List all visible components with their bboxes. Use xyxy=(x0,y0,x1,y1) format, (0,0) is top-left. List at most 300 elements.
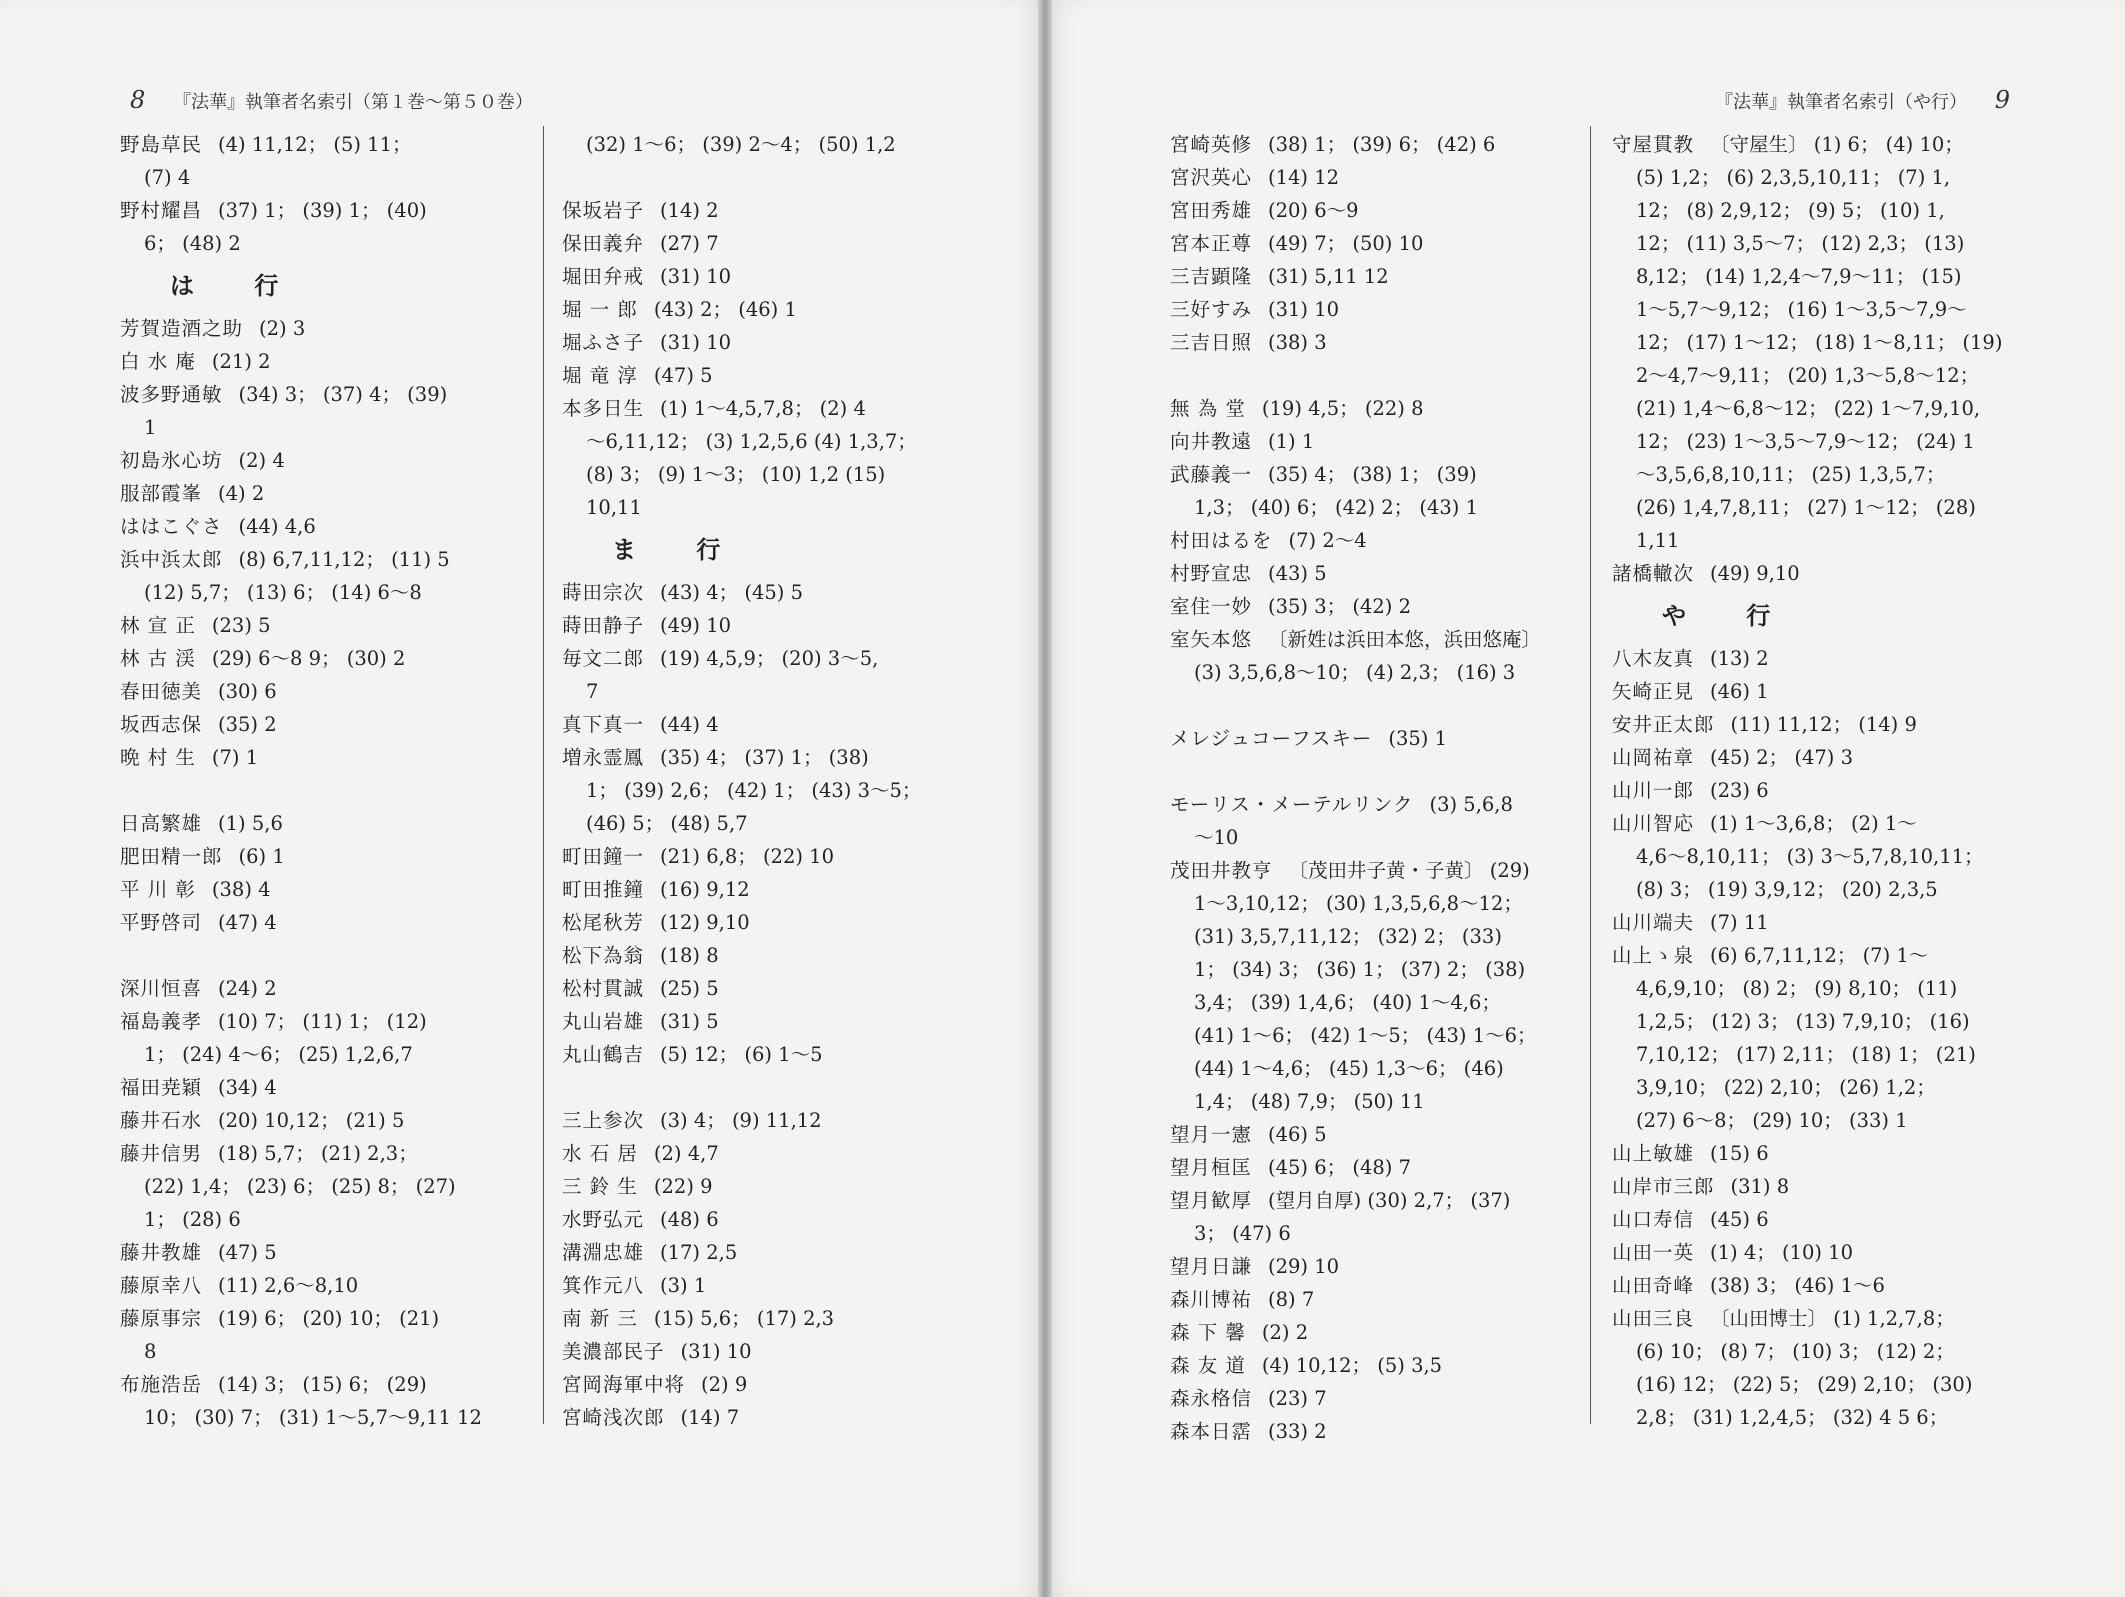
volume-refs: (35) 2 xyxy=(218,713,277,736)
author-name: 水 石 居 xyxy=(562,1142,638,1165)
volume-refs: (19) 4,5； (22) 8 xyxy=(1261,397,1424,420)
index-entry xyxy=(120,1236,540,1269)
index-entry xyxy=(120,1302,540,1368)
author-name: 真下真一 xyxy=(562,713,645,736)
volume-refs: (31) 10 xyxy=(1268,298,1340,321)
volume-refs: (31) 5 xyxy=(660,1010,719,1033)
book-gutter xyxy=(1038,0,1052,1597)
volume-refs: (35) 4； (38) 1； (39) xyxy=(1268,463,1477,486)
author-name: 八木友真 xyxy=(1612,647,1695,670)
author-name: 町田鐘一 xyxy=(562,845,645,868)
index-entry-continuation xyxy=(1612,873,2032,906)
entry-refs-continuation: (44) 1〜4,6； (45) 1,3〜6； (46) xyxy=(1194,1057,1504,1080)
volume-refs-continuation: 〜6,11,12； (3) 1,2,5,6 (4) 1,3,7； xyxy=(586,430,917,453)
index-entry xyxy=(562,1236,982,1269)
volume-refs: (35) 1 xyxy=(1388,727,1448,750)
author-name: 森 下 馨 xyxy=(1170,1321,1246,1344)
index-entry-continuation xyxy=(1170,1019,1590,1052)
volume-refs-continuation: 4,6,9,10； (8) 2； (9) 8,10； (11) xyxy=(1636,977,1958,1000)
index-entry xyxy=(1170,1349,1590,1382)
volume-refs: (1) 1〜4,5,7,8； (2) 4 xyxy=(660,397,866,420)
index-entry xyxy=(120,543,540,609)
entry-refs-continuation: 7,10,12； (17) 2,11； (18) 1； (21) xyxy=(1636,1043,1976,1066)
right-running-title: 『法華』執筆者名索引（や行） xyxy=(1714,92,1967,113)
author-name: 平野啓司 xyxy=(120,911,203,934)
blank-line xyxy=(1170,359,1590,392)
volume-refs: (45) 2； (47) 3 xyxy=(1710,746,1853,769)
author-name: 武藤義一 xyxy=(1170,463,1253,486)
index-entry-continuation xyxy=(120,1203,540,1236)
index-entry xyxy=(562,1269,982,1302)
index-entry xyxy=(120,510,540,543)
author-name: メレジュコーフスキー xyxy=(1170,727,1373,750)
author-name: 宮沢英心 xyxy=(1170,166,1253,189)
volume-refs: (45) 6 xyxy=(1710,1208,1769,1231)
author-name: 宮岡海軍中将 xyxy=(562,1373,686,1396)
volume-refs: (20) 10,12； (21) 5 xyxy=(218,1109,405,1132)
index-entry-continuation xyxy=(1612,425,2032,458)
volume-refs: (1) 1 xyxy=(1268,430,1315,453)
author-name: 晩 村 生 xyxy=(120,746,196,769)
author-name: 箕作元八 xyxy=(562,1274,645,1297)
author-name: 堀ふさ子 xyxy=(562,331,645,354)
author-name: 丸山鶴吉 xyxy=(562,1043,645,1066)
author-name: 藤井教雄 xyxy=(120,1241,203,1264)
author-name: 藤原幸八 xyxy=(120,1274,203,1297)
volume-refs-continuation: (6) 10； (8) 7； (10) 3； (12) 2； xyxy=(1636,1340,1955,1363)
left-running-title: 『法華』執筆者名索引（第１巻〜第５０巻） xyxy=(173,92,534,113)
section-heading: は 行 xyxy=(170,272,305,300)
volume-refs: (14) 3； (15) 6； (29) xyxy=(218,1373,427,1396)
author-name: 望月桓匡 xyxy=(1170,1156,1253,1179)
index-entry xyxy=(1170,260,1590,293)
volume-refs-continuation: (22) 1,4； (23) 6； (25) 8； (27) xyxy=(144,1175,456,1198)
author-name: ははこぐさ xyxy=(120,515,223,538)
volume-refs: (34) 4 xyxy=(218,1076,277,1099)
index-entry xyxy=(1612,708,2032,741)
index-entry xyxy=(1612,1170,2032,1203)
index-entry xyxy=(120,312,540,345)
volume-refs: 〔山田博士〕 (1) 1,2,7,8； xyxy=(1710,1307,1955,1330)
index-entry xyxy=(562,326,982,359)
author-name: 日高繁雄 xyxy=(120,812,203,835)
author-name: 丸山岩雄 xyxy=(562,1010,645,1033)
index-entry xyxy=(1170,1151,1590,1184)
volume-refs: (47) 5 xyxy=(653,364,713,387)
volume-refs-continuation: 8 xyxy=(144,1340,157,1363)
entry-refs-continuation: 3,9,10； (22) 2,10； (26) 1,2； xyxy=(1636,1076,1936,1099)
volume-refs: (4) 10,12； (5) 3,5 xyxy=(1261,1354,1443,1377)
index-entry xyxy=(562,227,982,260)
volume-refs-continuation: 4,6〜8,10,11； (3) 3〜5,7,8,10,11； xyxy=(1636,845,1984,868)
volume-refs: (19) 4,5,9； (20) 3〜5, xyxy=(660,647,879,670)
author-name: 宮崎浅次郎 xyxy=(562,1406,665,1429)
author-name: 林 宣 正 xyxy=(120,614,196,637)
author-name: 林 古 渓 xyxy=(120,647,196,670)
index-entry-continuation xyxy=(1612,1104,2032,1137)
volume-refs: (1) 5,6 xyxy=(218,812,283,835)
index-entry xyxy=(1612,675,2032,708)
volume-refs: (5) 12； (6) 1〜5 xyxy=(660,1043,823,1066)
volume-refs: (20) 6〜9 xyxy=(1268,199,1359,222)
entry-refs-continuation: (46) 5； (48) 5,7 xyxy=(586,812,748,835)
index-entry xyxy=(562,609,982,642)
index-entry xyxy=(562,939,982,972)
volume-refs: (25) 5 xyxy=(660,977,719,1000)
index-entry xyxy=(1170,623,1590,689)
section-heading: や 行 xyxy=(1662,602,1797,630)
index-entry xyxy=(120,609,540,642)
index-entry-continuation xyxy=(1170,1052,1590,1085)
volume-refs: (13) 2 xyxy=(1710,647,1769,670)
right-page-number: 9 xyxy=(1994,86,2010,114)
index-entry xyxy=(1170,1283,1590,1316)
volume-refs: (30) 6 xyxy=(218,680,277,703)
entry-refs-continuation: 〜3,5,6,8,10,11； (25) 1,3,5,7； xyxy=(1636,463,1946,486)
volume-refs-continuation: 1 xyxy=(144,416,157,439)
index-entry xyxy=(1170,557,1590,590)
index-entry xyxy=(1612,906,2032,939)
entry-refs-continuation: (41) 1〜6； (42) 1〜5； (43) 1〜6； xyxy=(1194,1024,1537,1047)
volume-refs: (37) 1； (39) 1； (40) xyxy=(218,199,427,222)
volume-refs: (2) 4,7 xyxy=(653,1142,719,1165)
index-entry xyxy=(562,873,982,906)
author-name: 服部霞峯 xyxy=(120,482,203,505)
index-entry-continuation xyxy=(1612,326,2032,359)
entry-refs-continuation: 12； (23) 1〜3,5〜7,9〜12； (24) 1 xyxy=(1636,430,1975,453)
volume-refs: (18) 8 xyxy=(660,944,719,967)
volume-refs: (1) 1〜3,6,8； (2) 1〜 xyxy=(1710,812,1917,835)
index-entry xyxy=(1170,161,1590,194)
index-entry xyxy=(562,642,982,708)
index-entry xyxy=(1612,1137,2032,1170)
entry-refs-continuation: 12； (11) 3,5〜7； (12) 2,3； (13) xyxy=(1636,232,1965,255)
entry-refs-continuation: 2〜4,7〜9,11； (20) 1,3〜5,8〜12； xyxy=(1636,364,1980,387)
index-entry xyxy=(120,972,540,1005)
author-name: 本多日生 xyxy=(562,397,645,420)
index-entry xyxy=(1612,557,2032,590)
index-entry xyxy=(1170,227,1590,260)
entry-refs-continuation: (32) 1〜6； (39) 2〜4； (50) 1,2 xyxy=(586,133,896,156)
index-entry xyxy=(562,1401,982,1434)
volume-refs: 〔茂田井子黄・子黄〕 (29) xyxy=(1288,859,1530,882)
author-name: 白 水 庵 xyxy=(120,350,196,373)
index-entry xyxy=(562,708,982,741)
author-name: 町田推鐘 xyxy=(562,878,645,901)
volume-refs-continuation: 1,3； (40) 6； (42) 2； (43) 1 xyxy=(1194,496,1479,519)
section-heading: ま 行 xyxy=(612,536,747,564)
volume-refs: (34) 3； (37) 4； (39) xyxy=(238,383,448,406)
entry-refs-continuation: (27) 6〜8； (29) 10； (33) 1 xyxy=(1636,1109,1908,1132)
author-name: 無 為 堂 xyxy=(1170,397,1246,420)
index-entry-continuation xyxy=(1612,1401,2032,1434)
author-name: 森 友 道 xyxy=(1170,1354,1246,1377)
author-name: 宮田秀雄 xyxy=(1170,199,1253,222)
volume-refs: (18) 5,7； (21) 2,3； xyxy=(218,1142,418,1165)
right-column-rule xyxy=(1590,126,1591,1424)
volume-refs: (45) 6； (48) 7 xyxy=(1268,1156,1411,1179)
index-entry xyxy=(1170,194,1590,227)
index-entry xyxy=(1170,392,1590,425)
index-entry xyxy=(1170,1415,1590,1448)
volume-refs-continuation: 1； (24) 4〜6； (25) 1,2,6,7 xyxy=(144,1043,413,1066)
index-entry xyxy=(1170,854,1590,920)
index-entry xyxy=(1612,807,2032,873)
index-entry xyxy=(562,1335,982,1368)
volume-refs: (17) 2,5 xyxy=(660,1241,738,1264)
entry-refs-continuation: (26) 1,4,7,8,11； (27) 1〜12； (28) xyxy=(1636,496,1976,519)
index-entry xyxy=(1612,741,2032,774)
index-entry xyxy=(120,675,540,708)
volume-refs: (3) 5,6,8 xyxy=(1429,793,1513,816)
author-name: 望月歓厚 xyxy=(1170,1189,1253,1212)
index-entry xyxy=(1612,1203,2032,1236)
index-entry xyxy=(120,1368,540,1434)
author-name: 望月一憲 xyxy=(1170,1123,1253,1146)
index-entry xyxy=(562,359,982,392)
index-entry xyxy=(1170,1250,1590,1283)
index-entry xyxy=(562,576,982,609)
volume-refs: (22) 9 xyxy=(653,1175,713,1198)
volume-refs: (21) 2 xyxy=(211,350,271,373)
index-entry-continuation xyxy=(1612,1038,2032,1071)
volume-refs: (7) 2〜4 xyxy=(1288,529,1367,552)
index-entry xyxy=(1170,425,1590,458)
author-name: 山田奇峰 xyxy=(1612,1274,1695,1297)
entry-refs-continuation: 1〜5,7〜9,12； (16) 1〜3,5〜7,9〜 xyxy=(1636,298,1967,321)
author-name: 波多野通敏 xyxy=(120,383,223,406)
author-name: 増永霊鳳 xyxy=(562,746,645,769)
author-name: 初島氷心坊 xyxy=(120,449,223,472)
index-entry xyxy=(1612,774,2032,807)
author-name: 深川恒喜 xyxy=(120,977,203,1000)
right-page-header xyxy=(1715,86,2010,114)
volume-refs-continuation: 1； (39) 2,6； (42) 1； (43) 3〜5； xyxy=(586,779,922,802)
index-entry-continuation xyxy=(562,128,982,161)
index-entry-continuation xyxy=(562,807,982,840)
author-name: 水野弘元 xyxy=(562,1208,645,1231)
author-name: 保田義弁 xyxy=(562,232,645,255)
index-entry xyxy=(120,1269,540,1302)
author-name: 平 川 彰 xyxy=(120,878,196,901)
volume-refs: (23) 7 xyxy=(1268,1387,1327,1410)
volume-refs: (3) 1 xyxy=(660,1274,707,1297)
index-entry xyxy=(1170,326,1590,359)
index-entry-continuation xyxy=(1612,359,2032,392)
entry-refs-continuation: (21) 1,4〜6,8〜12； (22) 1〜7,9,10, xyxy=(1636,397,1981,420)
volume-refs: (16) 9,12 xyxy=(660,878,750,901)
index-entry xyxy=(1170,524,1590,557)
index-column-3 xyxy=(1170,128,1590,1448)
author-name: 芳賀造酒之助 xyxy=(120,317,244,340)
volume-refs: 〔守屋生〕 (1) 6； (4) 10； xyxy=(1710,133,1964,156)
author-name: 山田一英 xyxy=(1612,1241,1695,1264)
author-name: 南 新 三 xyxy=(562,1307,638,1330)
index-entry xyxy=(562,1137,982,1170)
index-entry-continuation xyxy=(1170,1085,1590,1118)
index-entry xyxy=(562,1368,982,1401)
index-entry xyxy=(1170,1316,1590,1349)
volume-refs: (8) 6,7,11,12； (11) 5 xyxy=(238,548,450,571)
volume-refs: (10) 7； (11) 1； (12) xyxy=(218,1010,427,1033)
index-entry xyxy=(562,1005,982,1038)
volume-refs: (46) 1 xyxy=(1710,680,1769,703)
index-entry xyxy=(1170,590,1590,623)
author-name: 山口寿信 xyxy=(1612,1208,1695,1231)
author-name: 野島草民 xyxy=(120,133,203,156)
author-name: 山川端夫 xyxy=(1612,911,1695,934)
volume-refs: (35) 3； (42) 2 xyxy=(1268,595,1411,618)
volume-refs: (2) 2 xyxy=(1261,1321,1309,1344)
volume-refs-continuation: (5) 1,2； (6) 2,3,5,10,11； (7) 1, xyxy=(1636,166,1951,189)
volume-refs: (19) 6； (20) 10； (21) xyxy=(218,1307,440,1330)
volume-refs: (38) 1； (39) 6； (42) 6 xyxy=(1268,133,1496,156)
index-entry xyxy=(120,642,540,675)
author-name: 向井教遠 xyxy=(1170,430,1253,453)
author-name: 山川一郎 xyxy=(1612,779,1695,802)
author-name: 宮本正尊 xyxy=(1170,232,1253,255)
index-entry xyxy=(1170,1184,1590,1250)
index-entry-continuation xyxy=(1612,1005,2032,1038)
entry-refs-continuation: 12； (17) 1〜12； (18) 1〜8,11； (19) xyxy=(1636,331,2003,354)
index-entry xyxy=(562,392,982,458)
index-entry xyxy=(562,741,982,807)
volume-refs: (24) 2 xyxy=(218,977,277,1000)
volume-refs: (2) 9 xyxy=(701,1373,748,1396)
blank-line xyxy=(120,939,540,972)
index-entry xyxy=(562,194,982,227)
author-name: 福島義孝 xyxy=(120,1010,203,1033)
volume-refs: (4) 2 xyxy=(218,482,265,505)
index-entry-continuation xyxy=(1612,227,2032,260)
volume-refs: (48) 6 xyxy=(660,1208,719,1231)
index-entry xyxy=(1612,1302,2032,1368)
author-name: 山岸市三郎 xyxy=(1612,1175,1715,1198)
volume-refs-continuation: 10； (30) 7； (31) 1〜5,7〜9,11 12 xyxy=(144,1406,482,1429)
volume-refs: (31) 10 xyxy=(680,1340,752,1363)
index-entry xyxy=(120,378,540,444)
author-name: 三吉顕隆 xyxy=(1170,265,1253,288)
volume-refs: (2) 3 xyxy=(259,317,306,340)
index-entry xyxy=(120,1071,540,1104)
entry-refs-continuation: 10,11 xyxy=(586,496,642,519)
volume-refs: (12) 9,10 xyxy=(660,911,750,934)
author-name: 森永格信 xyxy=(1170,1387,1253,1410)
index-entry xyxy=(562,1170,982,1203)
author-name: 蒔田宗次 xyxy=(562,581,645,604)
index-entry-continuation xyxy=(1612,260,2032,293)
index-entry xyxy=(120,345,540,378)
author-name: 溝淵忠雄 xyxy=(562,1241,645,1264)
author-name: モーリス・メーテルリンク xyxy=(1170,793,1414,816)
volume-refs: (6) 1 xyxy=(238,845,285,868)
author-name: 諸橋轍次 xyxy=(1612,562,1695,585)
index-entry-continuation xyxy=(1612,194,2032,227)
volume-refs: (44) 4,6 xyxy=(238,515,316,538)
index-entry-continuation xyxy=(1612,1368,2032,1401)
index-entry xyxy=(562,906,982,939)
index-column-2 xyxy=(562,128,982,1434)
index-entry xyxy=(1170,1382,1590,1415)
index-entry xyxy=(120,1104,540,1137)
index-entry-continuation xyxy=(1170,920,1590,953)
index-entry-continuation xyxy=(1612,491,2032,524)
author-name: 藤原事宗 xyxy=(120,1307,203,1330)
index-entry-continuation xyxy=(1612,524,2032,557)
entry-refs-continuation: 1； (28) 6 xyxy=(144,1208,241,1231)
index-entry xyxy=(562,293,982,326)
volume-refs-continuation: 1〜3,10,12； (30) 1,3,5,6,8〜12； xyxy=(1194,892,1523,915)
blank-line xyxy=(120,774,540,807)
index-entry xyxy=(120,873,540,906)
volume-refs: (21) 6,8； (22) 10 xyxy=(660,845,834,868)
author-name: 福田尭穎 xyxy=(120,1076,203,1099)
volume-refs: (1) 4； (10) 10 xyxy=(1710,1241,1853,1264)
volume-refs: (49) 7； (50) 10 xyxy=(1268,232,1424,255)
index-entry xyxy=(1612,1269,2032,1302)
volume-refs: (4) 11,12； (5) 11； xyxy=(218,133,412,156)
volume-refs: (31) 8 xyxy=(1730,1175,1790,1198)
index-entry xyxy=(1170,788,1590,854)
entry-refs-continuation: 1,2,5； (12) 3； (13) 7,9,10； (16) xyxy=(1636,1010,1970,1033)
index-entry xyxy=(1612,1236,2032,1269)
volume-refs: (35) 4； (37) 1； (38) xyxy=(660,746,869,769)
author-name: 山上敏雄 xyxy=(1612,1142,1695,1165)
entry-refs-continuation: 1,4； (48) 7,9； (50) 11 xyxy=(1194,1090,1425,1113)
index-entry xyxy=(120,194,540,260)
index-entry xyxy=(1612,642,2032,675)
volume-refs: (44) 4 xyxy=(660,713,719,736)
author-name: 森本日霑 xyxy=(1170,1420,1253,1443)
author-name: 室住一妙 xyxy=(1170,595,1253,618)
volume-refs: (46) 5 xyxy=(1268,1123,1327,1146)
index-entry xyxy=(1170,458,1590,524)
author-name: 松下為翁 xyxy=(562,944,645,967)
index-entry xyxy=(1612,939,2032,1005)
index-entry-continuation xyxy=(1612,1071,2032,1104)
index-entry xyxy=(562,1104,982,1137)
index-entry xyxy=(120,906,540,939)
left-column-rule xyxy=(543,126,544,1424)
author-name: 宮崎英修 xyxy=(1170,133,1253,156)
author-name: 美濃部民子 xyxy=(562,1340,665,1363)
author-name: 山田三良 xyxy=(1612,1307,1695,1330)
index-entry xyxy=(120,477,540,510)
author-name: 守屋貫教 xyxy=(1612,133,1695,156)
author-name: 山岡祐章 xyxy=(1612,746,1695,769)
volume-refs-continuation: 3； (47) 6 xyxy=(1194,1222,1291,1245)
author-name: 山川智応 xyxy=(1612,812,1695,835)
author-name: 保坂岩子 xyxy=(562,199,645,222)
index-entry xyxy=(120,444,540,477)
index-entry xyxy=(1612,128,2032,194)
entry-refs-continuation: 1,11 xyxy=(1636,529,1680,552)
entry-refs-continuation: (31) 3,5,7,11,12； (32) 2； (33) xyxy=(1194,925,1502,948)
volume-refs: (33) 2 xyxy=(1268,1420,1327,1443)
index-entry xyxy=(120,708,540,741)
author-name: 藤井石水 xyxy=(120,1109,203,1132)
author-name: 村野宣忠 xyxy=(1170,562,1253,585)
volume-refs: (43) 2； (46) 1 xyxy=(653,298,797,321)
index-column-4 xyxy=(1612,128,2032,1434)
author-name: 藤井信男 xyxy=(120,1142,203,1165)
volume-refs: (29) 6〜8 9； (30) 2 xyxy=(211,647,406,670)
blank-line xyxy=(562,1071,982,1104)
volume-refs-continuation: 〜10 xyxy=(1194,826,1239,849)
author-name: 蒔田静子 xyxy=(562,614,645,637)
volume-refs: (27) 7 xyxy=(660,232,719,255)
volume-refs: (14) 7 xyxy=(680,1406,740,1429)
